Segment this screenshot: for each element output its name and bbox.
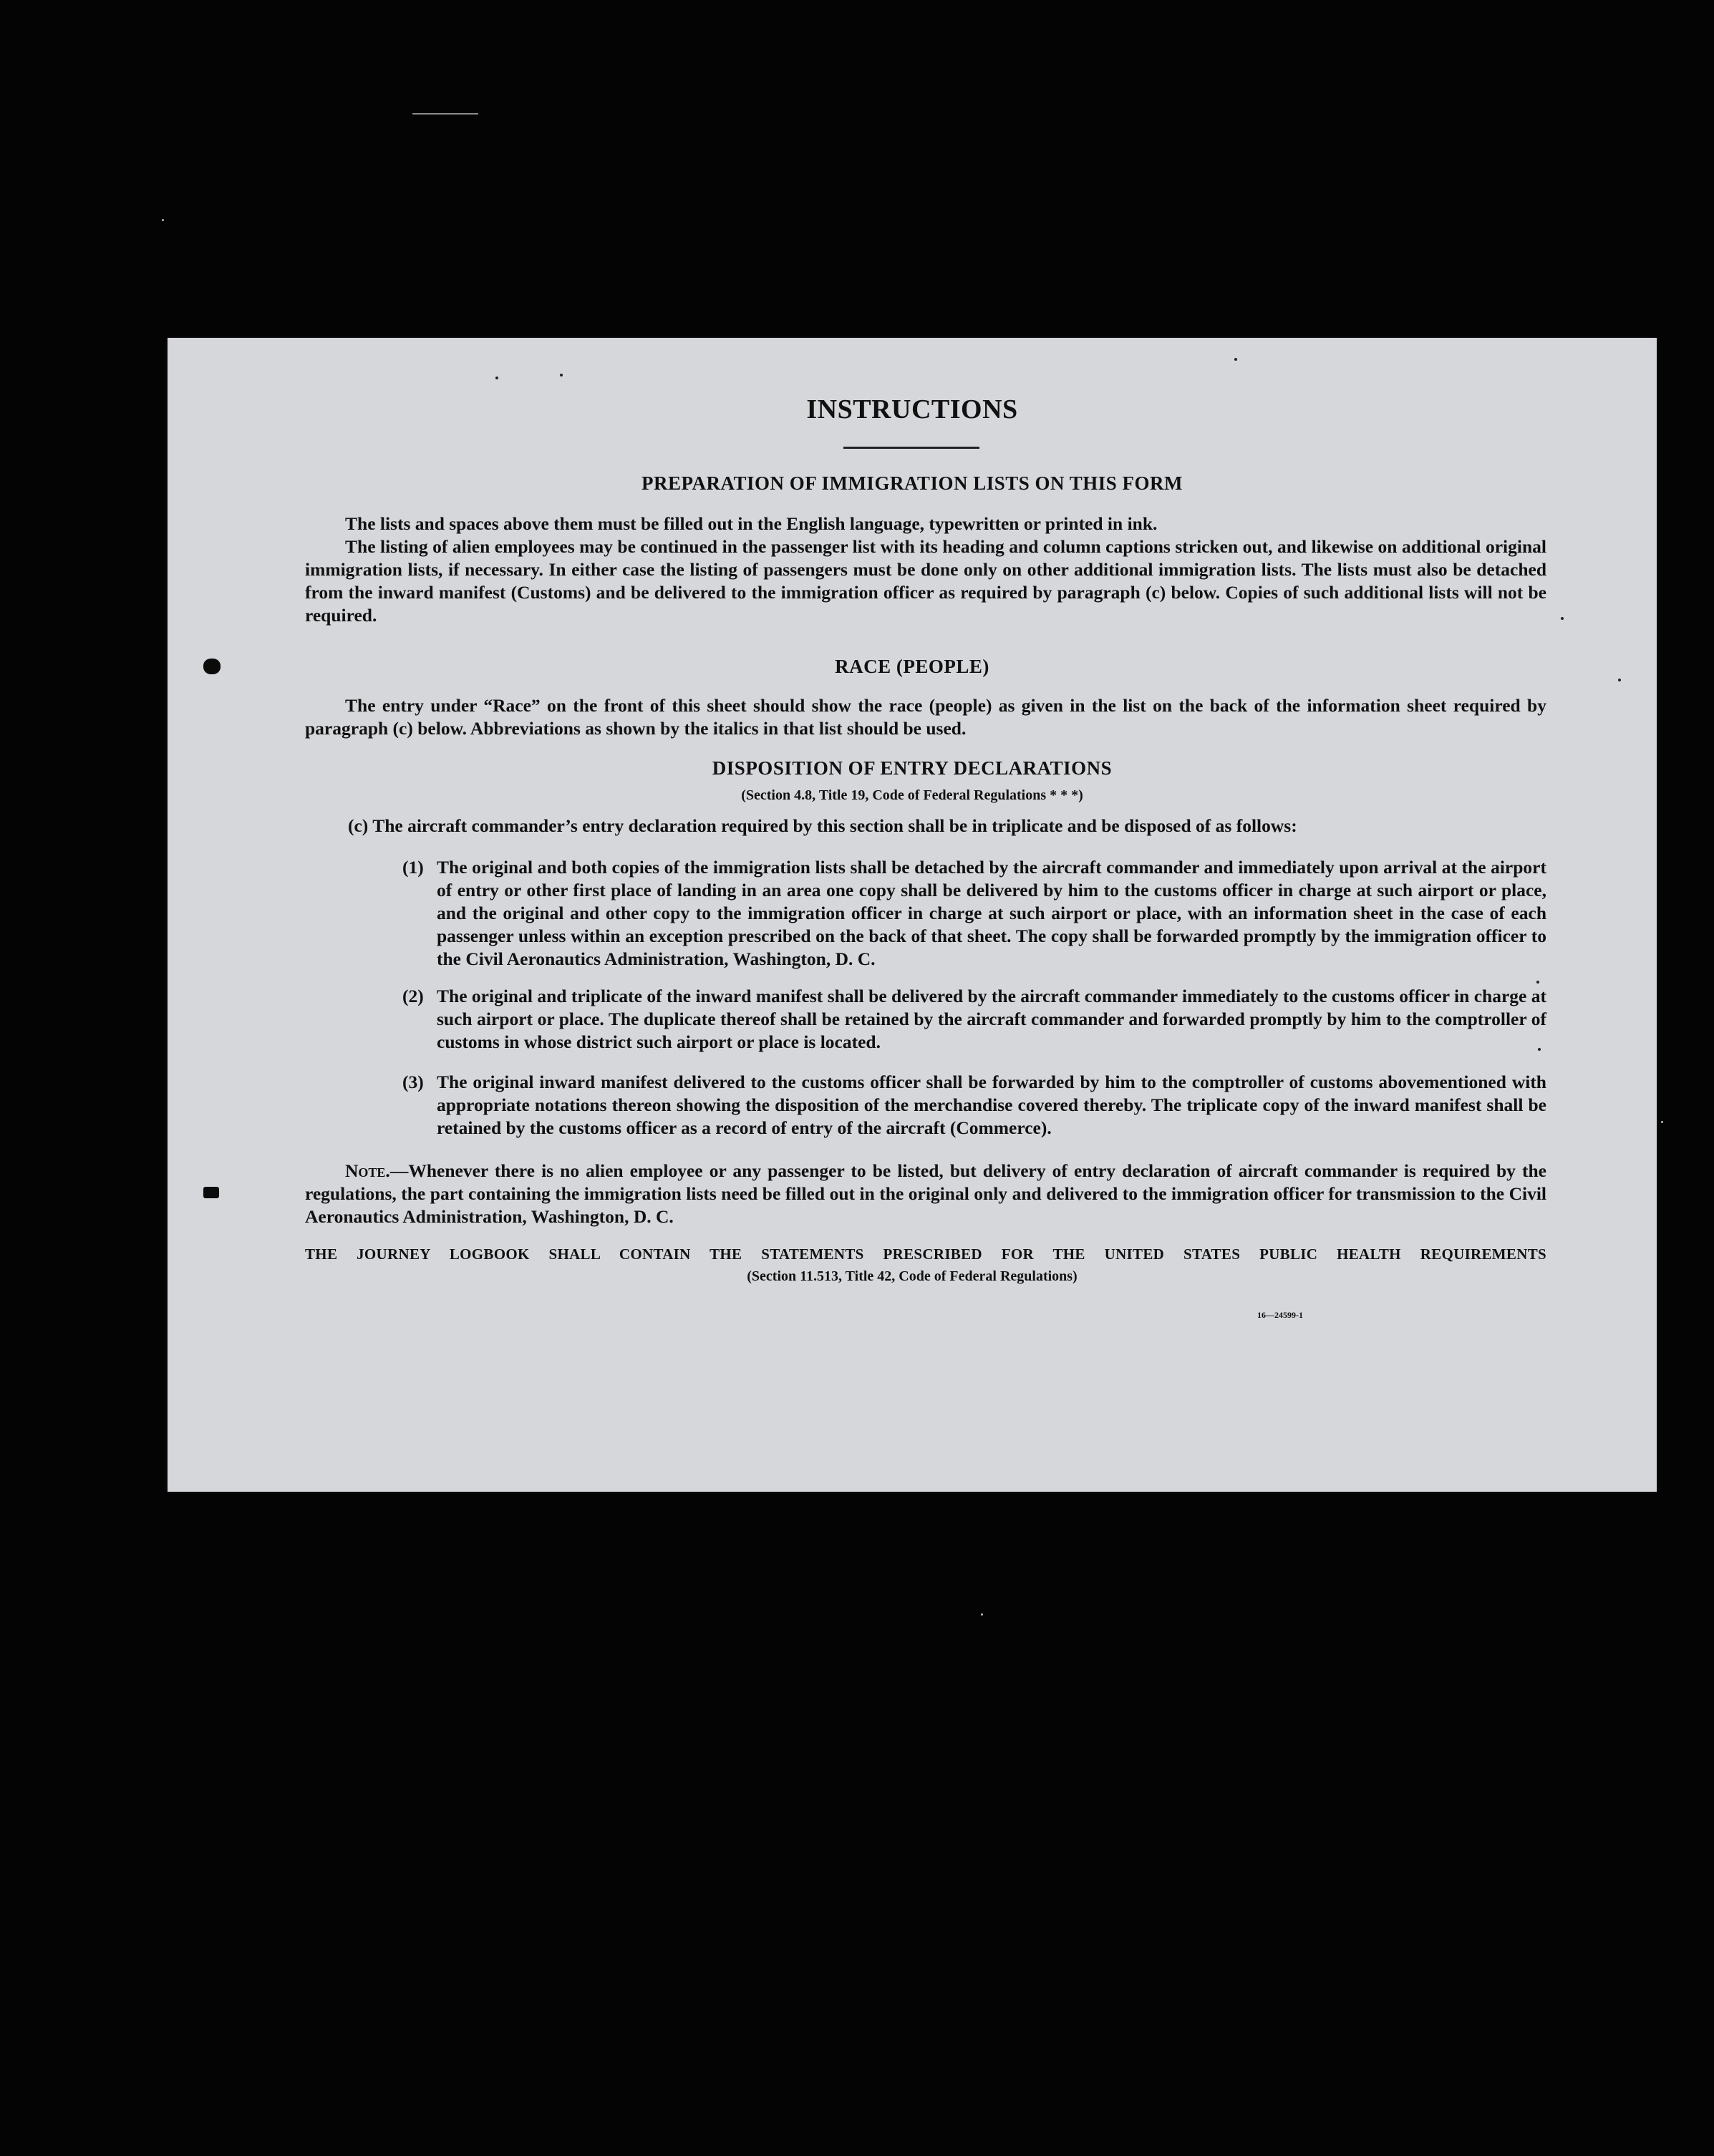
disposition-item-3 xyxy=(402,1071,1546,1140)
film-speck xyxy=(981,1613,983,1616)
race-heading: RACE (PEOPLE) xyxy=(835,656,989,677)
instruction-sheet xyxy=(168,338,1657,1492)
disposition-item-2 xyxy=(402,985,1546,1054)
sheet-speck xyxy=(1561,617,1564,620)
disposition-intro: (c) The aircraft commander’s entry declaration required by this section shall be in triplicate and be disposed of as follows: xyxy=(348,815,1297,836)
item-text: The original inward manifest delivered to the customs officer shall be forwarded by him to the comptroller of customs abovementioned with appropriate notations thereon showing the disposition of the merchandise covered thereby. The triplicate copy of the inward manifest shall be retained by the customs officer as a record of entry of the aircraft (Commerce). xyxy=(437,1072,1546,1138)
sheet-speck xyxy=(1618,679,1621,681)
item-number: (3) xyxy=(402,1072,424,1092)
film-speck xyxy=(162,219,164,221)
disposition-citation: (Section 4.8, Title 19, Code of Federal Regulations * * *) xyxy=(741,787,1083,803)
ink-blot xyxy=(203,1187,219,1198)
race-paragraph: The entry under “Race” on the front of this sheet should show the race (people) as given in the list on the back of the information sheet required by paragraph (c) below. Abbreviations as shown by the italics in that list should be used. xyxy=(305,695,1546,739)
item-number: (1) xyxy=(402,857,424,878)
disposition-item-1 xyxy=(402,856,1546,971)
page-title: INSTRUCTIONS xyxy=(806,394,1018,424)
film-speck xyxy=(1661,1121,1663,1123)
logbook-citation: (Section 11.513, Title 42, Code of Federal Regulations) xyxy=(747,1268,1078,1284)
sheet-speck xyxy=(1234,358,1237,361)
note-text: —Whenever there is no alien employee or any passenger to be listed, but delivery of entry declaration of aircraft commander is required by the regulations, the part containing the immigration lists need be filled out in the original only and delivered to the immigration officer for transmission to the Civil Aeronautics Administration, Washington, D. C. xyxy=(305,1160,1546,1227)
preparation-paragraph-2: The listing of alien employees may be continued in the passenger list with its heading and column captions stricken out, and likewise on additional original immigration lists, if necessary. In either case the listing of passengers must be done only on other additional immigration lists. The lists must also be detached from the inward manifest (Customs) and be delivered to the immigration officer as required by paragraph (c) below. Copies of such additional lists will not be required. xyxy=(305,536,1546,626)
sheet-speck xyxy=(495,377,498,379)
item-text: The original and triplicate of the inward manifest shall be delivered by the aircraft commander immediately to the customs officer in charge at such airport or place. The duplicate thereof shall be retained by the aircraft commander and forwarded promptly by him to the comptroller of customs in whose district such airport or place is located. xyxy=(437,986,1546,1052)
sheet-speck xyxy=(1536,981,1539,984)
film-scratch xyxy=(412,113,478,115)
logbook-statement: THE JOURNEY LOGBOOK SHALL CONTAIN THE STATEMENTS PRESCRIBED FOR THE UNITED STATES PUBLIC HEALTH REQUIREMENTS xyxy=(305,1245,1546,1263)
item-number: (2) xyxy=(402,986,424,1006)
preparation-paragraph-1: The lists and spaces above them must be filled out in the English language, typewritten or printed in ink. xyxy=(345,513,1158,534)
disposition-heading: DISPOSITION OF ENTRY DECLARATIONS xyxy=(712,757,1113,779)
form-number: 16—24599-1 xyxy=(1257,1310,1303,1320)
note-label: Note. xyxy=(345,1160,390,1181)
item-text: The original and both copies of the immigration lists shall be detached by the aircraft commander and immediately upon arrival at the airport of entry or other first place of landing in an area one copy shall be delivered by him to the customs officer in charge at such airport or place, and the original and other copy to the immigration officer in charge at such airport or place, with an information sheet in the case of each passenger unless within an exception prescribed on the back of that sheet. The copy shall be forwarded promptly by the immigration officer to the Civil Aeronautics Administration, Washington, D. C. xyxy=(437,857,1546,969)
preparation-heading: PREPARATION OF IMMIGRATION LISTS ON THIS FORM xyxy=(641,472,1183,494)
title-rule xyxy=(843,447,979,449)
note-paragraph xyxy=(305,1160,1546,1228)
sheet-speck xyxy=(560,374,563,377)
